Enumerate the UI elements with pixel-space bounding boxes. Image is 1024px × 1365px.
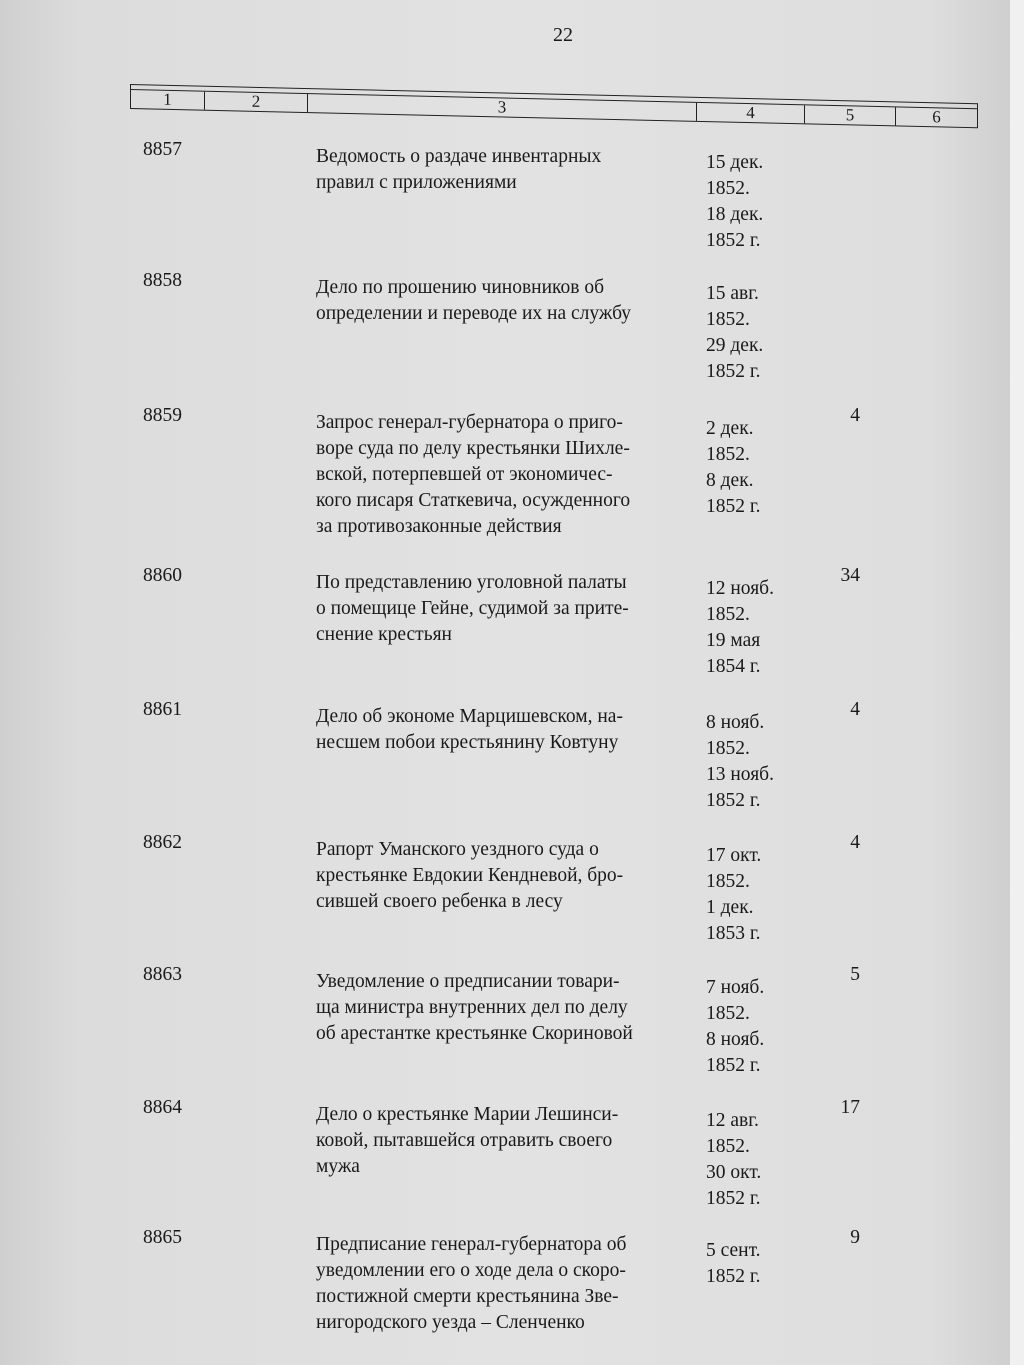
entry-number: 8857	[143, 139, 182, 160]
column-header-table	[130, 84, 978, 147]
entry-description: Предписание генерал-губернатора об уведомлении его о ходе дела о скоро- постижной смерти крестьянина Зве- нигородского уезда – Сленченко	[316, 1234, 627, 1333]
page-edge	[1010, 0, 1024, 1365]
header-col-4: 4	[697, 103, 805, 123]
header-col-5: 5	[805, 105, 896, 125]
entry-dates: 2 дек. 1852. 8 дек. 1852 г.	[706, 418, 761, 517]
entry-description: Дело об экономе Марцишевском, на- несшем побои крестьянину Ковтуну	[316, 706, 623, 753]
entry-dates: 15 дек. 1852. 18 дек. 1852 г.	[706, 152, 764, 251]
entry-number: 8860	[143, 565, 182, 586]
entry-number: 8864	[143, 1097, 182, 1118]
entry-sheet-count: 4	[850, 405, 860, 426]
entry-description: Уведомление о предписании товари- ща министра внутренних дел по делу об арестантке крестьянке Скориновой	[316, 971, 633, 1044]
entry-sheet-count: 4	[850, 832, 860, 853]
entry-dates: 5 сент. 1852 г.	[706, 1240, 761, 1287]
entry-description: Дело по прошению чиновников об определении и переводе их на службу	[316, 277, 632, 324]
entry-dates: 7 нояб. 1852. 8 нояб. 1852 г.	[706, 977, 765, 1076]
entry-sheet-count: 34	[840, 565, 860, 586]
entry-number: 8859	[143, 405, 182, 426]
entry-description: Запрос генерал-губернатора о приго- воре суда по делу крестьянки Шихле- вской, потерпевшей от экономичес- кого писаря Статкевича, осужденного за противозаконные действия	[316, 412, 631, 537]
entry-sheet-count: 9	[850, 1227, 860, 1248]
entry-number: 8861	[143, 699, 182, 720]
header-col-1: 1	[131, 90, 205, 110]
entry-sheet-count: 4	[850, 699, 860, 720]
header-col-2: 2	[205, 92, 308, 112]
entry-number: 8858	[143, 270, 182, 291]
entry-dates: 17 окт. 1852. 1 дек. 1853 г.	[706, 845, 762, 944]
entry-dates: 8 нояб. 1852. 13 нояб. 1852 г.	[706, 712, 774, 811]
entry-description: Ведомость о раздаче инвентарных правил с приложениями	[316, 146, 602, 193]
entry-number: 8862	[143, 832, 182, 853]
header-col-6: 6	[932, 107, 941, 127]
entry-sheet-count: 5	[850, 964, 860, 985]
entry-dates: 15 авг. 1852. 29 дек. 1852 г.	[706, 283, 764, 382]
page-number: 22	[553, 24, 573, 46]
entry-description: Дело о крестьянке Марии Лешинси- ковой, пытавшейся отравить своего мужа	[316, 1104, 619, 1177]
header-col-3: 3	[308, 94, 697, 121]
entry-dates: 12 нояб. 1852. 19 мая 1854 г.	[706, 578, 774, 677]
entry-sheet-count: 17	[840, 1097, 860, 1118]
entry-description: Рапорт Уманского уездного суда о крестьянке Евдокии Кендневой, бро- сившей своего ребенка в лесу	[316, 839, 624, 912]
entry-number: 8863	[143, 964, 182, 985]
entry-number: 8865	[143, 1227, 182, 1248]
entry-description: По представлению уголовной палаты о помещице Гейне, судимой за прите- снение крестьян	[316, 572, 629, 645]
entry-dates: 12 авг. 1852. 30 окт. 1852 г.	[706, 1110, 762, 1209]
